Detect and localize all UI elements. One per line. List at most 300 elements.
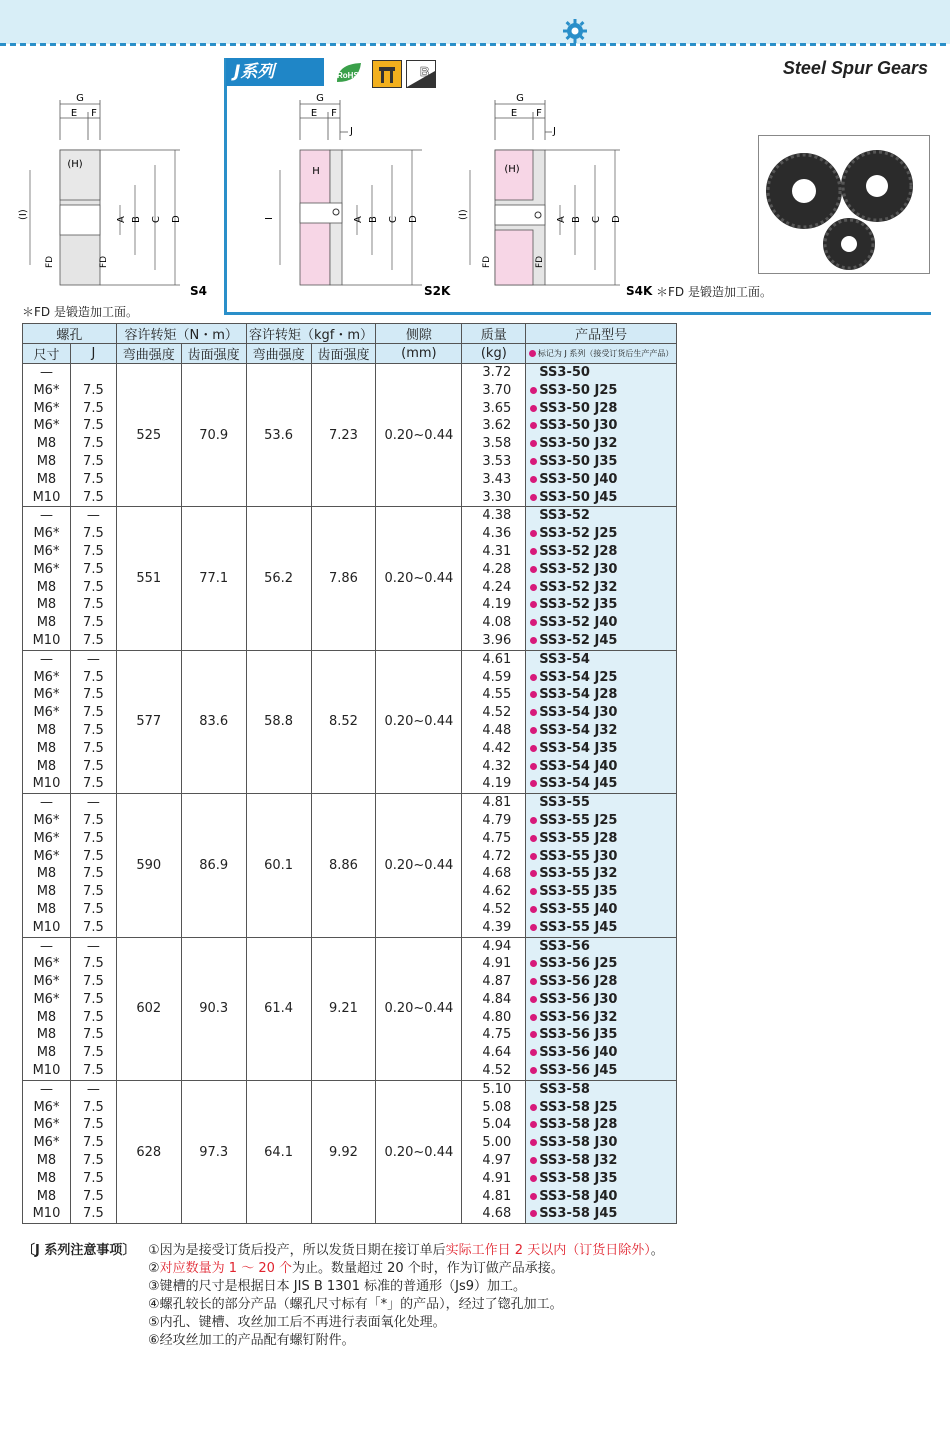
rohs-icon xyxy=(333,60,367,86)
list-item: SS3-55 J35 xyxy=(530,883,676,901)
list-item: SS3-52 J25 xyxy=(530,525,676,543)
header-mass-unit: (kg) xyxy=(462,344,526,364)
list-item xyxy=(71,364,116,382)
list-item: 7.5 xyxy=(83,1063,104,1079)
list-item: 7.5 xyxy=(83,687,104,703)
table-row-group xyxy=(23,794,677,937)
diagram-s2k xyxy=(262,90,452,300)
list-item: SS3-58 xyxy=(530,1081,676,1099)
j-series-dot-icon xyxy=(530,656,537,663)
list-item: 4.80 xyxy=(482,1009,512,1025)
list-item: 7.5 xyxy=(83,1009,104,1025)
tooth-strength-kgf: 9.92 xyxy=(311,1080,376,1223)
list-item: 7.5 xyxy=(83,991,104,1007)
list-item: SS3-50 xyxy=(530,364,676,382)
header-tooth-kgf: 齿面强度 xyxy=(311,344,376,364)
svg-text:B: B xyxy=(131,216,142,223)
header-size: 尺寸 xyxy=(23,344,71,364)
list-item: 7.5 xyxy=(83,471,104,487)
list-item: 7.5 xyxy=(83,1135,104,1151)
list-item: 7.5 xyxy=(83,597,104,613)
list-item: 7.5 xyxy=(83,543,104,559)
list-item: SS3-50 J40 xyxy=(530,471,676,489)
list-item: M6* xyxy=(33,687,60,703)
header-backlash: 侧隙 xyxy=(376,324,462,344)
list-item: 7.5 xyxy=(83,776,104,792)
list-item: 4.61 xyxy=(482,651,512,667)
backlash-cell: 0.20~0.44 xyxy=(376,650,462,793)
list-item: SS3-52 J45 xyxy=(530,632,676,650)
list-item: SS3-56 J28 xyxy=(530,973,676,991)
list-item: 3.96 xyxy=(482,632,512,648)
svg-text:E: E xyxy=(310,108,318,119)
list-item: SS3-56 J25 xyxy=(530,955,676,973)
svg-text:FD: FD xyxy=(45,255,55,268)
note-2: ②对应数量为 1 ～ 20 个为止。数量超过 20 个时，作为订做产品承接。 xyxy=(148,1261,564,1276)
list-item: 7.5 xyxy=(83,1045,104,1061)
list-item: 4.42 xyxy=(482,740,512,756)
bend-strength-kgf: 61.4 xyxy=(246,937,311,1080)
list-item: M6* xyxy=(33,956,60,972)
list-item: 4.08 xyxy=(482,615,512,631)
list-item: M6* xyxy=(33,669,60,685)
svg-text:FD: FD xyxy=(482,255,492,268)
svg-text:FD: FD xyxy=(99,255,109,268)
note-5: ⑤内孔、键槽、攻丝加工后不再进行表面氧化处理。 xyxy=(148,1315,446,1330)
list-item: 4.28 xyxy=(482,561,512,577)
list-item: M6* xyxy=(33,705,60,721)
list-item: M6* xyxy=(33,812,60,828)
list-item: M10 xyxy=(32,1063,61,1079)
list-item: 7.5 xyxy=(83,489,104,505)
j-series-dot-icon xyxy=(530,566,537,573)
screw-size-cell xyxy=(23,364,71,507)
svg-text:S2K: S2K xyxy=(424,284,451,298)
list-item: — xyxy=(39,795,53,811)
list-item: SS3-52 J30 xyxy=(530,561,676,579)
list-item: 4.31 xyxy=(482,543,512,559)
list-item: 7.5 xyxy=(83,1027,104,1043)
list-item: M8 xyxy=(36,1170,57,1186)
j-series-dot-icon xyxy=(530,405,537,412)
tooth-strength-kgf: 8.86 xyxy=(311,794,376,937)
list-item: M6* xyxy=(33,991,60,1007)
j-series-dot-icon xyxy=(530,763,537,770)
list-item: 7.5 xyxy=(83,1153,104,1169)
header-tooth-nm: 齿面强度 xyxy=(181,344,246,364)
list-item: SS3-52 J32 xyxy=(530,579,676,597)
list-item: 4.24 xyxy=(482,579,512,595)
header-mass: 质量 xyxy=(462,324,526,344)
list-item: 4.97 xyxy=(482,1153,512,1169)
j-series-dot-icon xyxy=(530,1175,537,1182)
list-item: 7.5 xyxy=(83,866,104,882)
list-item: M6* xyxy=(33,1135,60,1151)
spec-table xyxy=(22,323,677,1224)
svg-text:(H): (H) xyxy=(504,164,520,175)
mass-cell xyxy=(462,937,526,1080)
bend-strength-kgf: 53.6 xyxy=(246,364,311,507)
svg-text:B: B xyxy=(368,216,379,223)
svg-text:S4K: S4K xyxy=(626,284,653,298)
svg-text:A: A xyxy=(353,216,364,223)
j-series-dot-icon xyxy=(530,691,537,698)
list-item: SS3-54 J28 xyxy=(530,686,676,704)
list-item: 4.94 xyxy=(482,938,512,954)
list-item: SS3-52 J40 xyxy=(530,614,676,632)
svg-text:RoHS: RoHS xyxy=(337,71,359,80)
svg-text:(I): (I) xyxy=(458,209,469,220)
list-item: 7.5 xyxy=(83,974,104,990)
list-item: SS3-58 J28 xyxy=(530,1116,676,1134)
list-item: SS3-54 J32 xyxy=(530,722,676,740)
list-item: M8 xyxy=(36,1009,57,1025)
j-series-dot-icon xyxy=(530,960,537,967)
j-series-dot-icon xyxy=(530,1031,537,1038)
svg-text:(H): (H) xyxy=(67,159,83,170)
list-item: 3.70 xyxy=(482,382,512,398)
list-item: M6* xyxy=(33,382,60,398)
j-cell xyxy=(70,507,116,650)
j-series-dot-icon xyxy=(530,530,537,537)
note-1: ①因为是接受订货后投产，所以发货日期在接订单后实际工作日 2 天以内（订货日除外）。 xyxy=(148,1243,664,1258)
j-series-dot-icon xyxy=(530,512,537,519)
screw-size-cell xyxy=(23,794,71,937)
j-series-dot-icon xyxy=(530,1193,537,1200)
list-item: 3.72 xyxy=(482,365,512,380)
j-series-dot-icon xyxy=(530,709,537,716)
list-item: SS3-50 J45 xyxy=(530,489,676,507)
list-item: 4.39 xyxy=(482,919,512,935)
list-item: 5.04 xyxy=(482,1117,512,1133)
list-item: M8 xyxy=(36,471,57,487)
note-4: ④螺孔较长的部分产品（螺孔尺寸标有「*」的产品），经过了锪孔加工。 xyxy=(148,1297,563,1312)
header-bend-nm: 弯曲强度 xyxy=(116,344,181,364)
list-item: 7.5 xyxy=(83,632,104,648)
note-3: ③键槽的尺寸是根据日本 JIS B 1301 标准的普通形（Js9）加工。 xyxy=(148,1279,526,1294)
list-item: 4.87 xyxy=(482,974,512,990)
list-item: M6* xyxy=(33,543,60,559)
list-item: 7.5 xyxy=(83,884,104,900)
list-item: SS3-58 J45 xyxy=(530,1205,676,1223)
j-series-dot-icon xyxy=(530,1104,537,1111)
list-item: 4.64 xyxy=(482,1045,512,1061)
backlash-cell: 0.20~0.44 xyxy=(376,794,462,937)
backlash-cell: 0.20~0.44 xyxy=(376,937,462,1080)
j-series-dot-icon xyxy=(530,584,537,591)
list-item: 4.55 xyxy=(482,687,512,703)
list-item: M8 xyxy=(36,579,57,595)
list-item: 4.91 xyxy=(482,1170,512,1186)
model-cell xyxy=(526,650,677,793)
screw-size-cell xyxy=(23,507,71,650)
list-item: 7.5 xyxy=(83,919,104,935)
list-item: — xyxy=(39,365,53,380)
bend-strength-nm: 551 xyxy=(116,507,181,650)
svg-text:E: E xyxy=(510,108,518,119)
gear-icon xyxy=(563,19,587,43)
svg-text:E: E xyxy=(70,108,78,119)
list-item: 4.75 xyxy=(482,830,512,846)
svg-text:D: D xyxy=(408,215,419,223)
svg-text:D: D xyxy=(611,215,622,223)
table-row-group xyxy=(23,507,677,650)
svg-text:F: F xyxy=(91,108,97,119)
list-item: SS3-55 xyxy=(530,794,676,812)
list-item: 4.36 xyxy=(482,526,512,542)
keyway-icon xyxy=(372,60,402,88)
top-banner xyxy=(0,0,950,44)
list-item: 3.65 xyxy=(482,400,512,416)
tooth-strength-nm: 77.1 xyxy=(181,507,246,650)
backlash-cell: 0.20~0.44 xyxy=(376,364,462,507)
j-series-dot-icon xyxy=(530,1157,537,1164)
j-series-dot-icon xyxy=(529,350,536,357)
mass-cell xyxy=(462,1080,526,1223)
list-item: SS3-56 J30 xyxy=(530,991,676,1009)
list-item: SS3-50 J35 xyxy=(530,453,676,471)
svg-text:C: C xyxy=(591,216,602,223)
mass-cell xyxy=(462,364,526,507)
list-item: 5.08 xyxy=(482,1099,512,1115)
j-series-dot-icon xyxy=(530,745,537,752)
header-model: 产品型号 xyxy=(526,324,677,344)
list-item: SS3-54 J40 xyxy=(530,758,676,776)
list-item: 4.84 xyxy=(482,991,512,1007)
list-item: 7.5 xyxy=(83,956,104,972)
diagram-s4k xyxy=(458,90,653,300)
list-item: M8 xyxy=(36,453,57,469)
j-series-dot-icon xyxy=(530,1014,537,1021)
svg-text:F: F xyxy=(536,108,542,119)
list-item: M8 xyxy=(36,722,57,738)
tooth-strength-kgf: 7.23 xyxy=(311,364,376,507)
svg-text:G: G xyxy=(316,93,324,104)
j-series-dot-icon xyxy=(530,674,537,681)
list-item: M8 xyxy=(36,1027,57,1043)
table-row-group xyxy=(23,1080,677,1223)
model-cell xyxy=(526,507,677,650)
svg-text:J: J xyxy=(553,126,556,137)
bend-strength-kgf: 64.1 xyxy=(246,1080,311,1223)
fd-note-right: ＊FD 是锻造加工面。 xyxy=(656,285,772,299)
j-series-dot-icon xyxy=(530,1121,537,1128)
list-item: M10 xyxy=(32,919,61,935)
list-item: 7.5 xyxy=(83,758,104,774)
list-item: M8 xyxy=(36,1045,57,1061)
list-item: 3.62 xyxy=(482,418,512,434)
bend-strength-kgf: 60.1 xyxy=(246,794,311,937)
list-item: — xyxy=(39,938,53,954)
list-item: — xyxy=(86,651,100,667)
j-cell xyxy=(70,364,116,507)
list-item: 7.5 xyxy=(83,705,104,721)
j-series-dot-icon xyxy=(530,369,537,376)
list-item: M6* xyxy=(33,1099,60,1115)
list-item: — xyxy=(39,508,53,524)
list-item: M8 xyxy=(36,1153,57,1169)
list-item: SS3-54 J35 xyxy=(530,740,676,758)
tooth-strength-kgf: 7.86 xyxy=(311,507,376,650)
list-item: 7.5 xyxy=(83,561,104,577)
list-item: M10 xyxy=(32,776,61,792)
model-cell xyxy=(526,1080,677,1223)
list-item: 4.81 xyxy=(482,1188,512,1204)
note-6: ⑥经攻丝加工的产品配有螺钉附件。 xyxy=(148,1333,355,1348)
bend-strength-nm: 525 xyxy=(116,364,181,507)
list-item: M6* xyxy=(33,526,60,542)
j-series-dot-icon xyxy=(530,727,537,734)
gear-photo xyxy=(758,135,930,274)
list-item: SS3-55 J30 xyxy=(530,848,676,866)
list-item: SS3-52 J28 xyxy=(530,543,676,561)
mass-cell xyxy=(462,507,526,650)
list-item: 7.5 xyxy=(83,526,104,542)
j-series-dot-icon xyxy=(530,1086,537,1093)
list-item: — xyxy=(39,1081,53,1097)
svg-text:(I): (I) xyxy=(18,209,29,220)
list-item: SS3-58 J40 xyxy=(530,1188,676,1206)
list-item: SS3-54 xyxy=(530,651,676,669)
list-item: 3.30 xyxy=(482,489,512,505)
svg-text:C: C xyxy=(151,216,162,223)
list-item: 7.5 xyxy=(83,740,104,756)
list-item: 4.59 xyxy=(482,669,512,685)
tooth-strength-kgf: 9.21 xyxy=(311,937,376,1080)
header-bend-kgf: 弯曲强度 xyxy=(246,344,311,364)
j-cell xyxy=(70,650,116,793)
svg-text:S4: S4 xyxy=(190,284,207,298)
list-item: M6* xyxy=(33,400,60,416)
header-torque-nm: 容许转矩（N・m） xyxy=(116,324,246,344)
list-item: M8 xyxy=(36,740,57,756)
j-cell xyxy=(70,937,116,1080)
list-item: 4.52 xyxy=(482,705,512,721)
list-item: 4.19 xyxy=(482,776,512,792)
list-item: 4.52 xyxy=(482,901,512,917)
j-series-badge: J系列 xyxy=(226,58,324,86)
b-mark-icon xyxy=(406,60,436,88)
j-series-dot-icon xyxy=(530,1049,537,1056)
list-item: 7.5 xyxy=(83,436,104,452)
j-cell xyxy=(70,794,116,937)
j-series-dot-icon xyxy=(530,943,537,950)
list-item: 4.19 xyxy=(482,597,512,613)
list-item: 4.48 xyxy=(482,722,512,738)
tooth-strength-nm: 86.9 xyxy=(181,794,246,937)
tooth-strength-kgf: 8.52 xyxy=(311,650,376,793)
list-item: M6* xyxy=(33,848,60,864)
banner-dashed-line xyxy=(0,43,950,46)
svg-text:B: B xyxy=(420,64,430,79)
tooth-strength-nm: 90.3 xyxy=(181,937,246,1080)
j-series-dot-icon xyxy=(530,978,537,985)
j-series-dot-icon xyxy=(530,888,537,895)
j-series-dot-icon xyxy=(530,1067,537,1074)
list-item: 4.72 xyxy=(482,848,512,864)
list-item: SS3-56 J45 xyxy=(530,1062,676,1080)
list-item: SS3-52 xyxy=(530,507,676,525)
list-item: 3.58 xyxy=(482,436,512,452)
bend-strength-nm: 577 xyxy=(116,650,181,793)
table-row-group xyxy=(23,937,677,1080)
list-item: M8 xyxy=(36,866,57,882)
list-item: 7.5 xyxy=(83,615,104,631)
list-item: 5.00 xyxy=(482,1135,512,1151)
tooth-strength-nm: 70.9 xyxy=(181,364,246,507)
list-item: 4.68 xyxy=(482,1206,512,1222)
list-item: 3.53 xyxy=(482,453,512,469)
list-item: SS3-58 J32 xyxy=(530,1152,676,1170)
j-series-dot-icon xyxy=(530,799,537,806)
list-item: M6* xyxy=(33,418,60,434)
list-item: — xyxy=(86,1081,100,1097)
list-item: 7.5 xyxy=(83,722,104,738)
list-item: 7.5 xyxy=(83,579,104,595)
backlash-cell: 0.20~0.44 xyxy=(376,507,462,650)
j-series-dot-icon xyxy=(530,1210,537,1217)
list-item: SS3-50 J32 xyxy=(530,435,676,453)
svg-text:H: H xyxy=(312,166,320,177)
list-item: 3.43 xyxy=(482,471,512,487)
list-item: SS3-50 J28 xyxy=(530,400,676,418)
list-item: 4.38 xyxy=(482,508,512,524)
j-cell xyxy=(70,1080,116,1223)
j-series-dot-icon xyxy=(530,601,537,608)
list-item: 7.5 xyxy=(83,848,104,864)
list-item: 4.81 xyxy=(482,795,512,811)
list-item: SS3-55 J28 xyxy=(530,830,676,848)
list-item: M10 xyxy=(32,489,61,505)
list-item: SS3-50 J30 xyxy=(530,417,676,435)
list-item: 7.5 xyxy=(83,830,104,846)
list-item: — xyxy=(86,938,100,954)
list-item: 5.10 xyxy=(482,1081,512,1097)
list-item: SS3-56 J40 xyxy=(530,1044,676,1062)
j-series-dot-icon xyxy=(530,422,537,429)
list-item: SS3-56 J35 xyxy=(530,1026,676,1044)
notes-heading: 〔J 系列注意事项〕 xyxy=(22,1243,136,1258)
list-item: — xyxy=(39,651,53,667)
svg-text:B: B xyxy=(571,216,582,223)
list-item: SS3-54 J25 xyxy=(530,669,676,687)
list-item: 7.5 xyxy=(83,1206,104,1222)
j-series-dot-icon xyxy=(530,440,537,447)
svg-text:D: D xyxy=(171,215,182,223)
list-item: M10 xyxy=(32,1206,61,1222)
list-item: 4.32 xyxy=(482,758,512,774)
list-item: M8 xyxy=(36,615,57,631)
list-item: SS3-58 J25 xyxy=(530,1099,676,1117)
list-item: SS3-58 J30 xyxy=(530,1134,676,1152)
j-series-dot-icon xyxy=(530,476,537,483)
backlash-cell: 0.20~0.44 xyxy=(376,1080,462,1223)
header-model-note: 标记为 J 系列（接受订货后生产产品） xyxy=(526,344,677,364)
j-series-dot-icon xyxy=(530,458,537,465)
list-item: M8 xyxy=(36,436,57,452)
list-item: 7.5 xyxy=(83,418,104,434)
j-series-dot-icon xyxy=(530,548,537,555)
screw-size-cell xyxy=(23,1080,71,1223)
j-series-dot-icon xyxy=(530,906,537,913)
list-item: SS3-55 J45 xyxy=(530,919,676,937)
list-item: SS3-56 xyxy=(530,938,676,956)
j-series-dot-icon xyxy=(530,1139,537,1146)
j-series-dot-icon xyxy=(530,924,537,931)
svg-text:I: I xyxy=(264,217,275,220)
svg-text:C: C xyxy=(388,216,399,223)
page-title: Steel Spur Gears xyxy=(782,58,928,78)
